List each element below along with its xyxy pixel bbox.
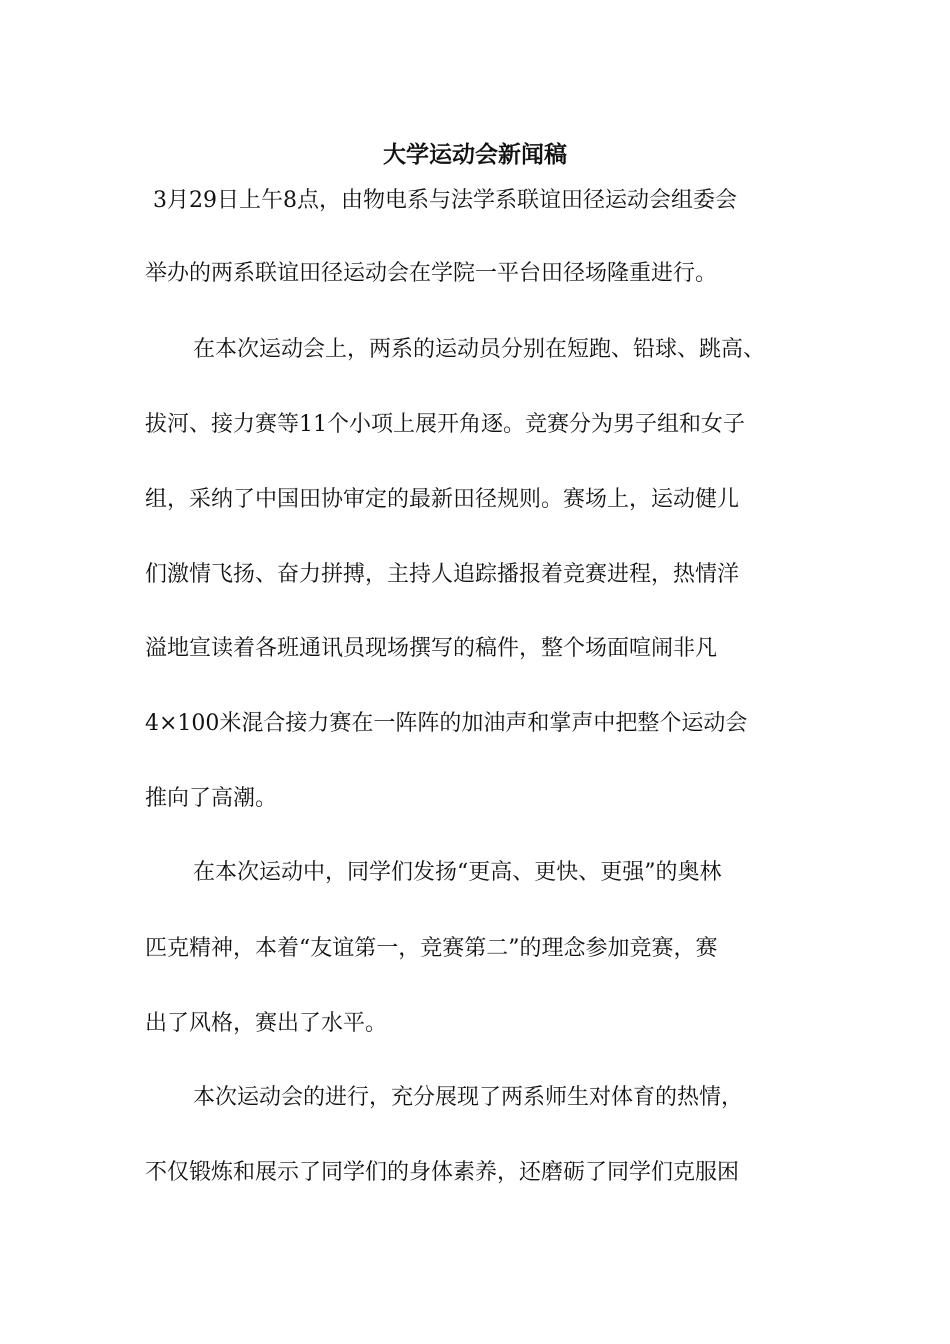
paragraph-line-10: 在本次运动中，同学们发扬“更高、更快、更强”的奥林 (193, 860, 722, 885)
paragraph-line-2: 举办的两系联谊田径运动会在学院一平台田径场隆重进行。 (145, 261, 718, 286)
paragraph-line-6: 们激情飞扬、奋力拼搏，主持人追踪播报着竞赛进程，热情洋 (145, 562, 740, 587)
paragraph-line-8: 4×100米混合接力赛在一阵阵的加油声和掌声中把整个运动会 (145, 711, 748, 736)
paragraph-line-12: 出了风格，赛出了水平。 (145, 1011, 388, 1036)
document-title: 大学运动会新闻稿 (383, 141, 567, 168)
paragraph-line-5: 组，采纳了中国田协审定的最新田径规则。赛场上，运动健儿 (145, 487, 740, 512)
paragraph-line-13: 本次运动会的进行，充分展现了两系师生对体育的热情， (193, 1085, 744, 1110)
paragraph-line-14: 不仅锻炼和展示了同学们的身体素养，还磨砺了同学们克服困 (145, 1160, 740, 1185)
paragraph-line-9: 推向了高潮。 (145, 786, 278, 811)
paragraph-line-3: 在本次运动会上，两系的运动员分别在短跑、铅球、跳高、 (193, 337, 766, 362)
paragraph-line-11: 匹克精神，本着“友谊第一，竞赛第二”的理念参加竞赛，赛 (145, 936, 718, 961)
paragraph-line-4: 拔河、接力赛等11个小项上展开角逐。竞赛分为男子组和女子 (145, 412, 745, 437)
paragraph-line-1: 3月29日上午8点，由物电系与法学系联谊田径运动会组委会 (153, 188, 737, 213)
paragraph-line-7: 溢地宣读着各班通讯员现场撰写的稿件，整个场面喧闹非凡 (145, 636, 718, 661)
